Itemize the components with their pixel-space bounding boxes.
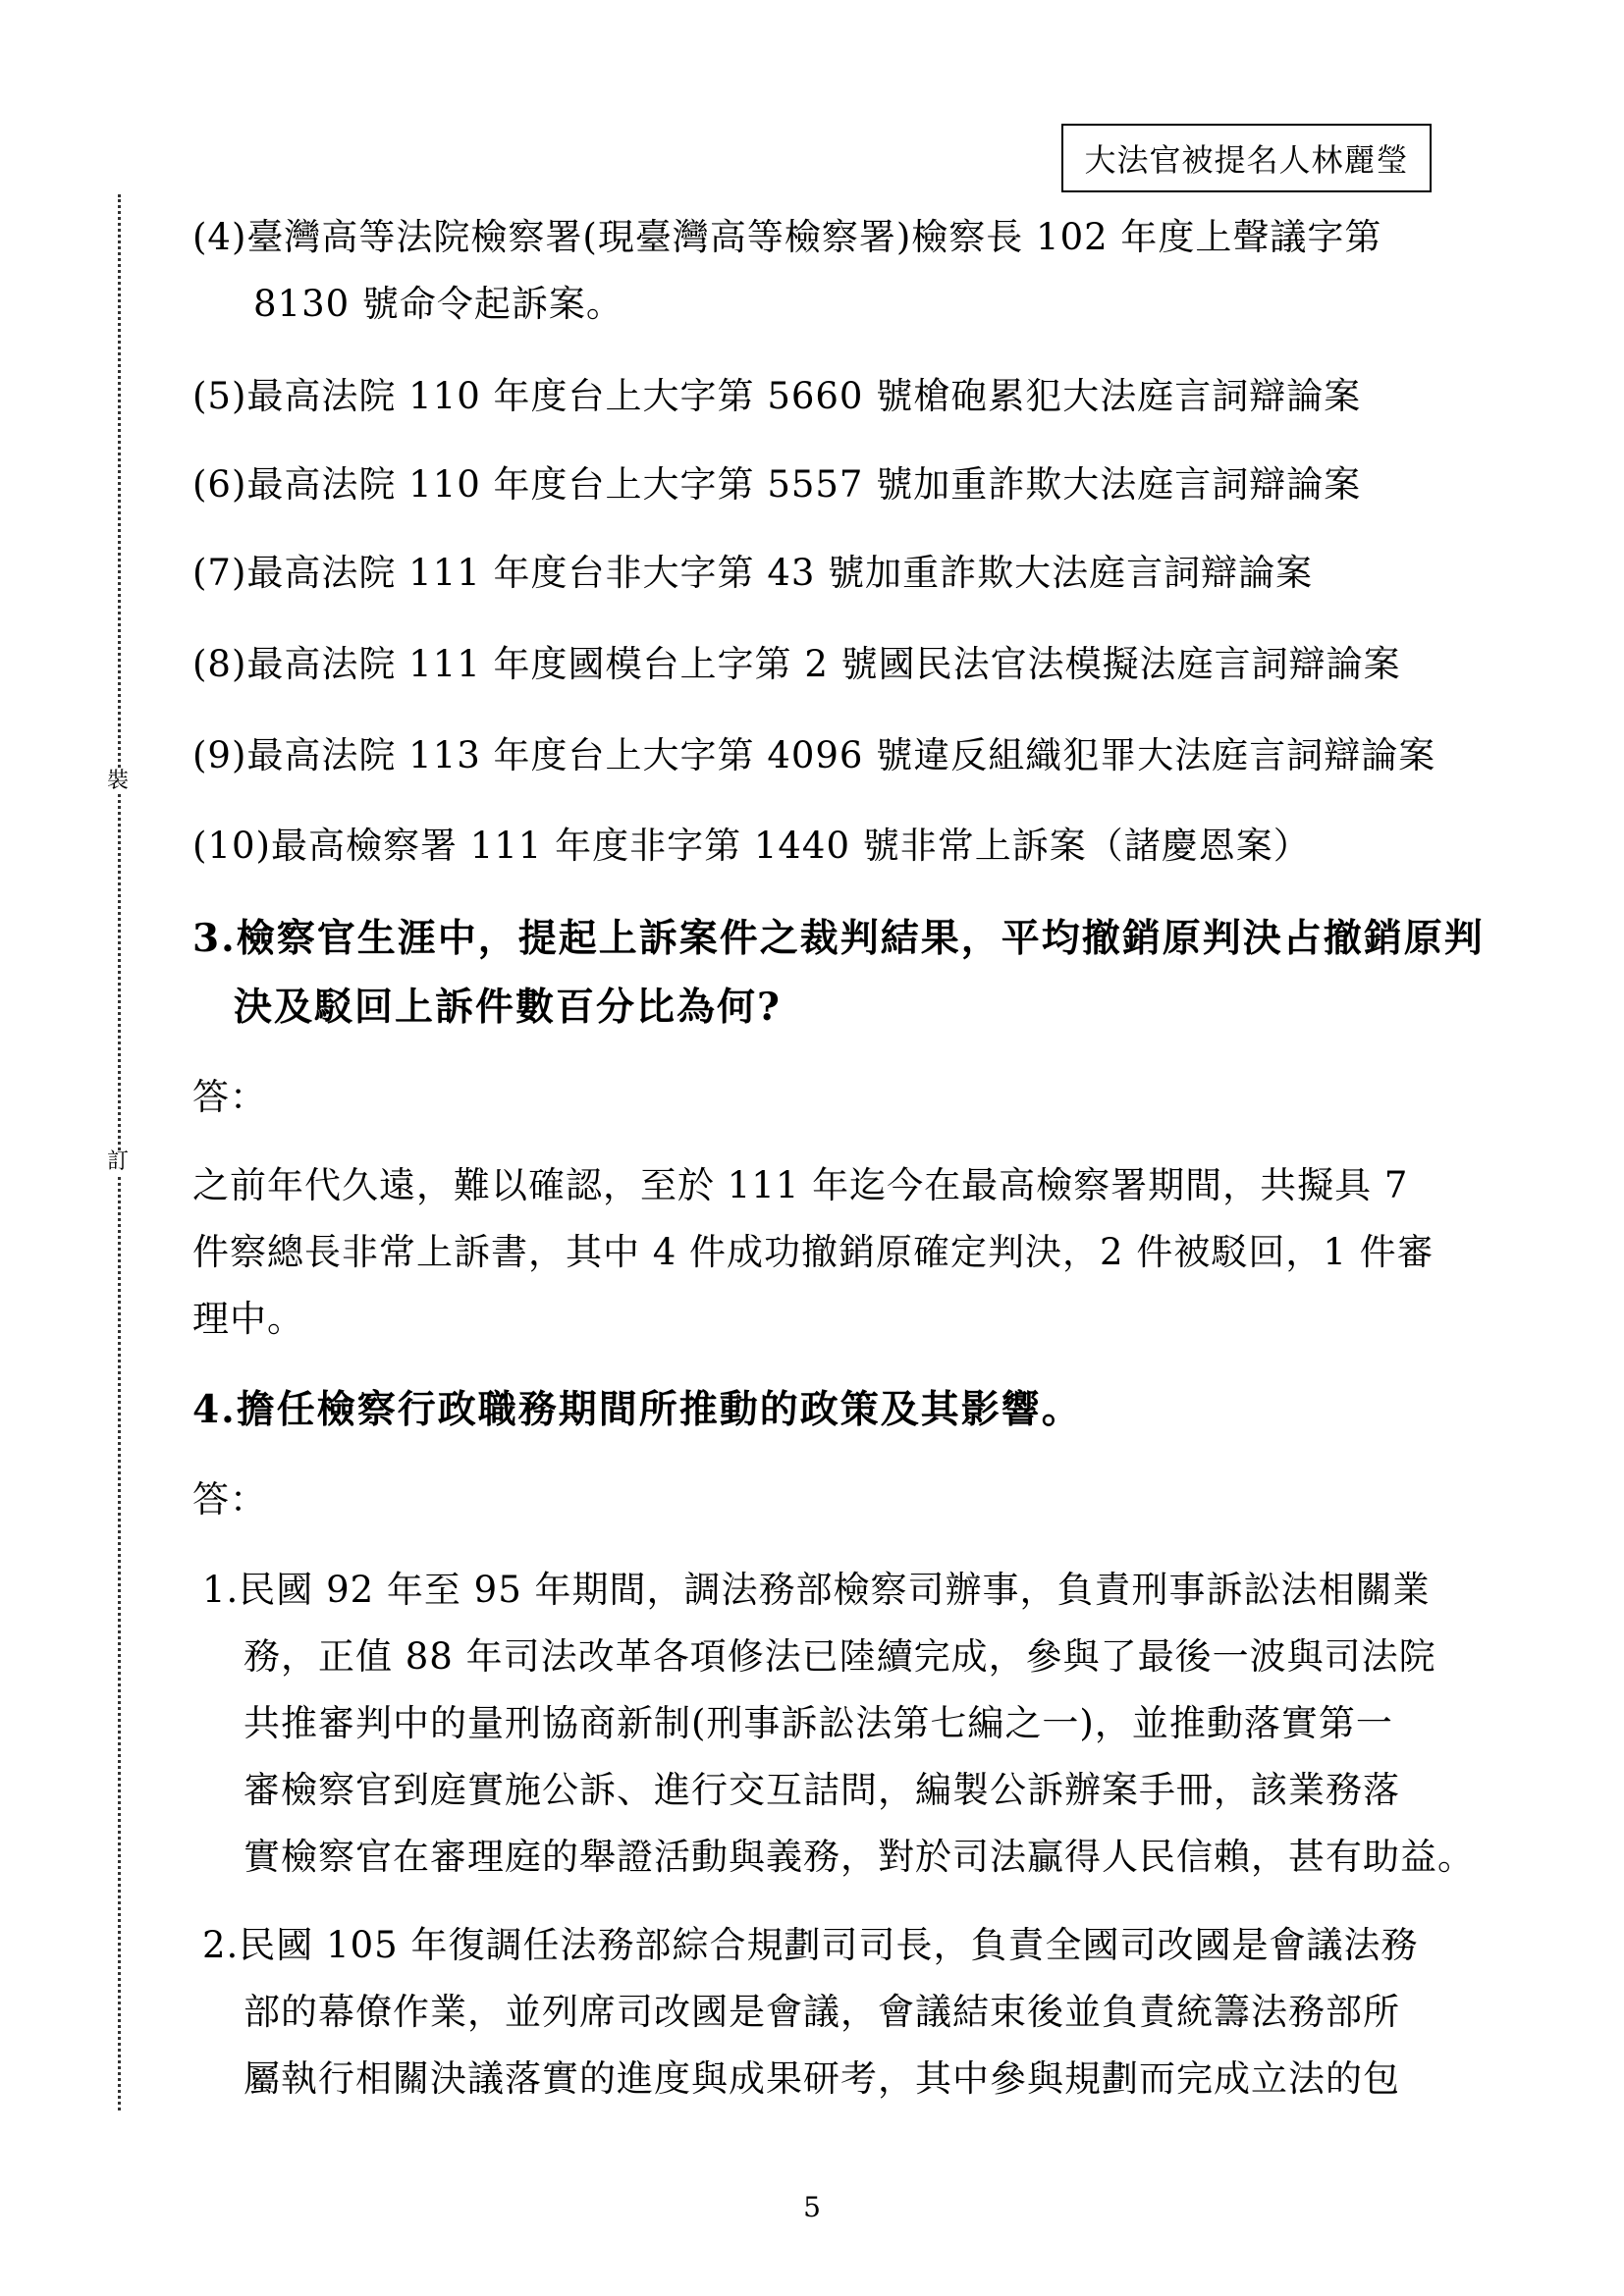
page-number: 5	[803, 2191, 821, 2223]
answer-4-point-2-line-2: 部的幕僚作業，並列席司改國是會議，會議結束後並負責統籌法務部所	[244, 1991, 1400, 2033]
case-item-6: (6)最高法院 110 年度台上大字第 5557 號加重詐欺大法庭言詞辯論案	[192, 463, 1362, 506]
case-item-4-line-1: (4)臺灣高等法院檢察署(現臺灣高等檢察署)檢察長 102 年度上聲議字第	[192, 216, 1382, 258]
case-item-9: (9)最高法院 113 年度台上大字第 4096 號違反組織犯罪大法庭言詞辯論案	[192, 734, 1436, 776]
answer-3-line-2: 件察總長非常上訴書，其中 4 件成功撤銷原確定判決，2 件被駁回，1 件審	[192, 1231, 1435, 1273]
case-item-4-line-2: 8130 號命令起訴案。	[253, 283, 623, 325]
binding-mark-bottom: 訂	[102, 1150, 134, 1174]
answer-3-line-3: 理中。	[192, 1298, 304, 1340]
answer-4-point-2-line-1: 2.民國 105 年復調任法務部綜合規劃司司長，負責全國司改國是會議法務	[202, 1924, 1419, 1966]
answer-3-line-1: 之前年代久遠，難以確認，至於 111 年迄今在最高檢察署期間，共擬具 7	[192, 1164, 1409, 1206]
answer-4-point-1-line-1: 1.民國 92 年至 95 年期間，調法務部檢察司辦事，負責刑事訴訟法相關業	[202, 1569, 1431, 1611]
answer-4-point-1-line-2: 務，正值 88 年司法改革各項修法已陸續完成，參與了最後一波與司法院	[244, 1635, 1436, 1678]
answer-4-point-1-line-4: 審檢察官到庭實施公訴、進行交互詰問，編製公訴辦案手冊，該業務落	[244, 1769, 1400, 1811]
binding-mark-top: 裝	[102, 770, 134, 793]
answer-4-point-2-line-3: 屬執行相關決議落實的進度與成果研考，其中參與規劃而完成立法的包	[244, 2057, 1400, 2100]
answer-4-label: 答：	[192, 1478, 267, 1521]
case-item-7: (7)最高法院 111 年度台非大字第 43 號加重詐欺大法庭言詞辯論案	[192, 552, 1314, 594]
case-item-10: (10)最高檢察署 111 年度非字第 1440 號非常上訴案（諸慶恩案）	[192, 825, 1311, 867]
case-item-5: (5)最高法院 110 年度台上大字第 5660 號槍砲累犯大法庭言詞辯論案	[192, 375, 1362, 417]
case-item-8: (8)最高法院 111 年度國模台上字第 2 號國民法官法模擬法庭言詞辯論案	[192, 643, 1401, 685]
answer-3-label: 答：	[192, 1076, 267, 1118]
question-3-line-1: 3.檢察官生涯中，提起上訴案件之裁判結果，平均撤銷原判決占撤銷原判	[192, 916, 1485, 961]
answer-4-point-1-line-5: 實檢察官在審理庭的舉證活動與義務，對於司法贏得人民信賴，甚有助益。	[244, 1836, 1475, 1878]
answer-4-point-1-line-3: 共推審判中的量刑協商新制(刑事訴訟法第七編之一)，並推動落實第一	[244, 1702, 1393, 1744]
question-4-line-1: 4.擔任檢察行政職務期間所推動的政策及其影響。	[192, 1387, 1082, 1432]
question-3-line-2: 決及駁回上訴件數百分比為何?	[234, 985, 782, 1030]
document-header-label: 大法官被提名人林麗瑩	[1061, 124, 1432, 192]
